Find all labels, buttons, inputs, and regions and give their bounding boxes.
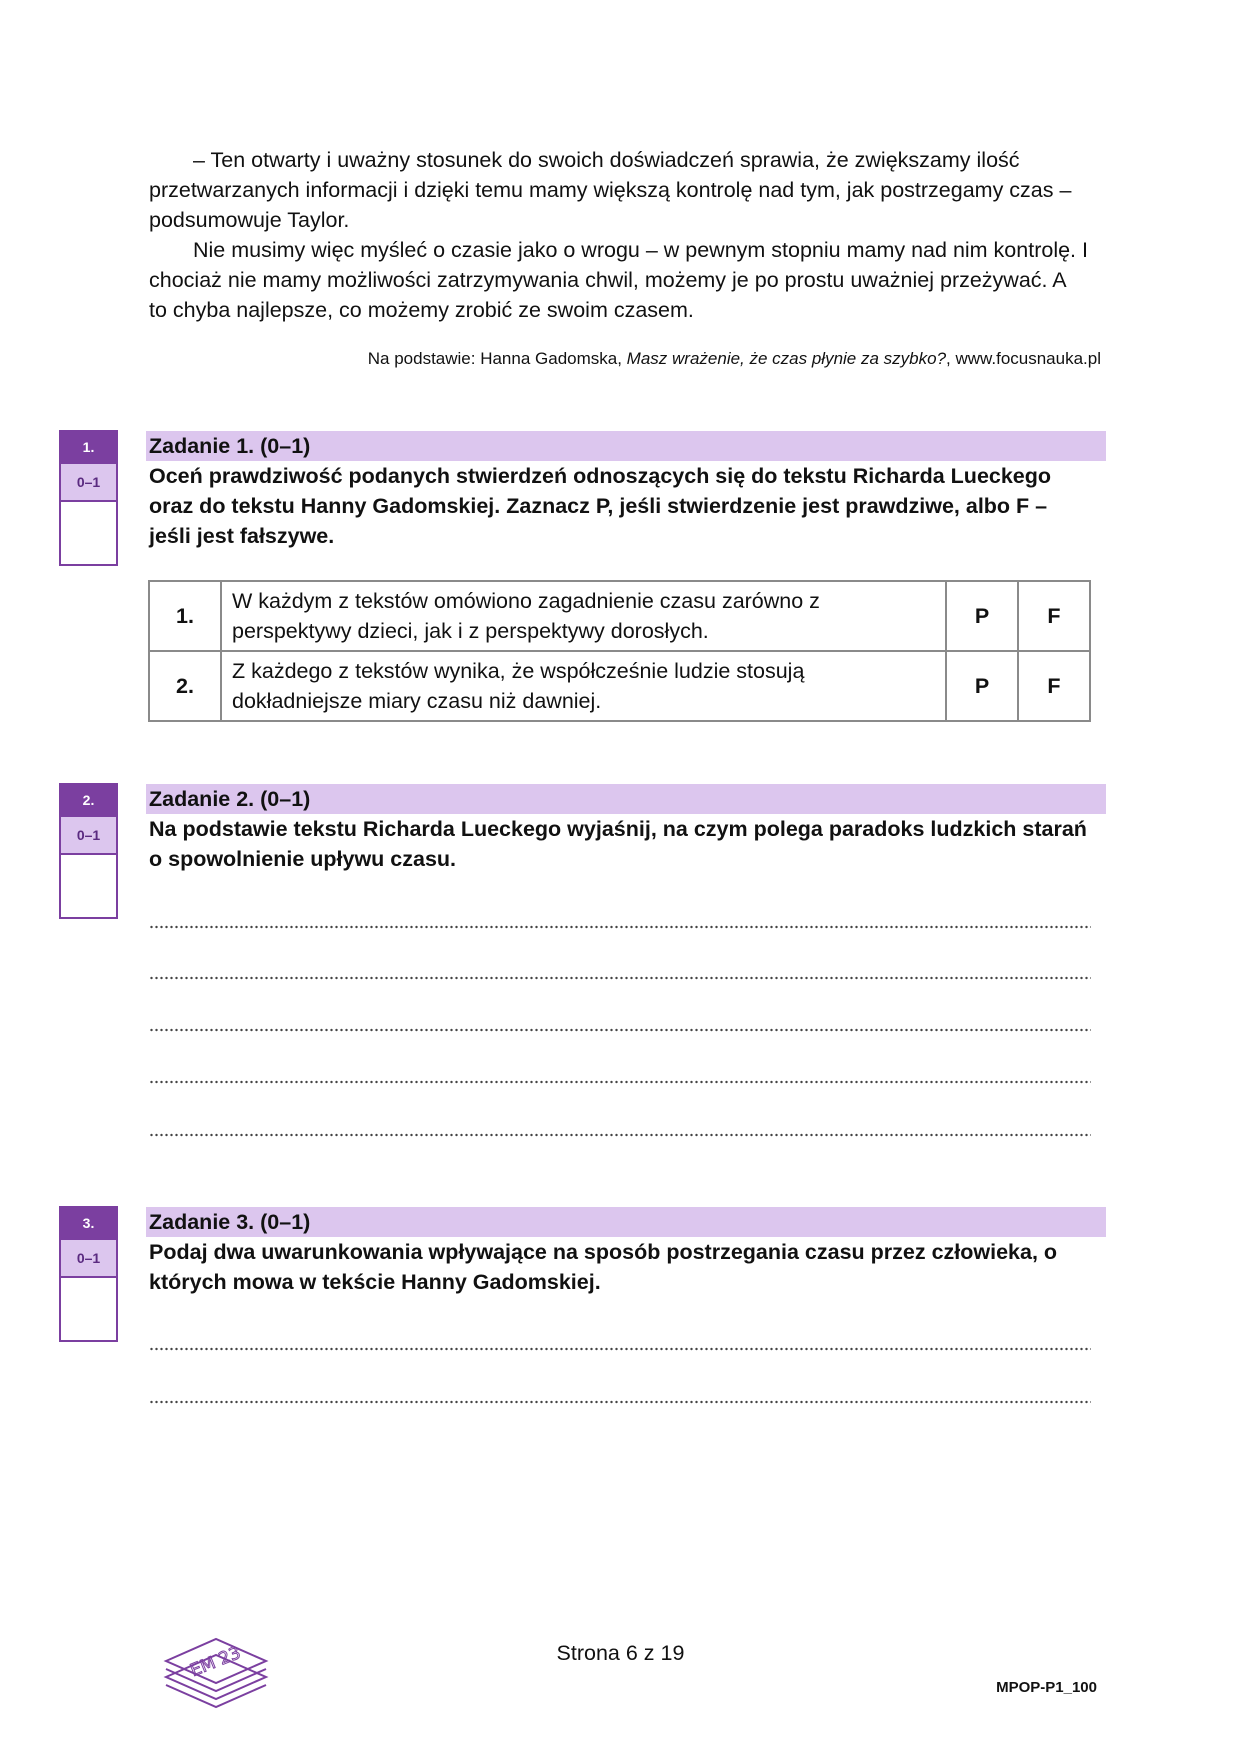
task-3-instruction: Podaj dwa uwarunkowania wpływające na sposób postrzegania czasu przez człowieka, o których mowa w tekście Hanny Gadomskiej. — [149, 1240, 1058, 1294]
exam-code: MPOP-P1_100 — [996, 1679, 1097, 1696]
true-option[interactable]: P — [946, 581, 1018, 651]
svg-text:EM 23: EM 23 — [187, 1642, 244, 1682]
task-2-instruction: Na podstawie tekstu Richarda Lueckego wyjaśnij, na czym polega paradoks ludzkich starań o spowolnienie upływu czasu. — [149, 817, 1087, 871]
score-box-number: 3. — [61, 1208, 116, 1238]
source-citation — [368, 349, 1101, 369]
article-text — [149, 145, 1089, 325]
source-prefix: Na podstawie: Hanna Gadomska, — [367, 349, 627, 368]
score-box-number: 1. — [61, 432, 116, 462]
task-1-header: Zadanie 1. (0–1) — [146, 431, 1106, 461]
answer-line[interactable] — [149, 1347, 1091, 1351]
score-box-blank[interactable] — [61, 1278, 116, 1340]
answer-line[interactable] — [149, 925, 1091, 929]
paragraph-2: Nie musimy więc myśleć o czasie jako o wrogu – w pewnym stopniu mamy nad nim kontrolę. I chociaż nie mamy możliwości zatrzymywania chwil, możemy je po prostu uważniej przeżywać. A to chyba najlepsze, co możemy zrobić ze swoim czasem. — [149, 238, 1088, 322]
score-box-task-3 — [59, 1206, 118, 1342]
task-3-header: Zadanie 3. (0–1) — [146, 1207, 1106, 1237]
answer-line[interactable] — [149, 976, 1091, 980]
false-option[interactable]: F — [1018, 581, 1090, 651]
score-box-number: 2. — [61, 785, 116, 815]
page-number: Strona 6 z 19 — [556, 1641, 685, 1665]
true-option[interactable]: P — [946, 651, 1018, 721]
statement-text: W każdym z tekstów omówiono zagadnienie czasu zarówno z perspektywy dzieci, jak i z perspektywy dorosłych. — [221, 581, 946, 651]
source-suffix: , www.focusnauka.pl — [946, 349, 1101, 368]
answer-line[interactable] — [149, 1400, 1091, 1404]
table-row — [149, 581, 1090, 651]
score-box-blank[interactable] — [61, 502, 116, 564]
score-box-blank[interactable] — [61, 855, 116, 917]
score-box-task-2 — [59, 783, 118, 919]
answer-line[interactable] — [149, 1133, 1091, 1137]
statement-number: 1. — [149, 581, 221, 651]
score-box-points: 0–1 — [61, 462, 116, 502]
answer-line[interactable] — [149, 1080, 1091, 1084]
source-title: Masz wrażenie, że czas płynie za szybko? — [626, 349, 947, 368]
paragraph-1: – Ten otwarty i uważny stosunek do swoich doświadczeń sprawia, że zwiększamy ilość przetwarzanych informacji i dzięki temu mamy większą kontrolę nad tym, jak postrzegamy czas – podsumowuje Taylor. — [149, 148, 1072, 232]
statement-number: 2. — [149, 651, 221, 721]
score-box-points: 0–1 — [61, 815, 116, 855]
task-1-instruction: Oceń prawdziwość podanych stwierdzeń odnoszących się do tekstu Richarda Lueckego oraz do tekstu Hanny Gadomskiej. Zaznacz P, jeśli stwierdzenie jest prawdziwe, albo F – jeśli jest fałszywe. — [149, 464, 1052, 548]
task-2-header: Zadanie 2. (0–1) — [146, 784, 1106, 814]
false-option[interactable]: F — [1018, 651, 1090, 721]
table-row — [149, 651, 1090, 721]
statement-text: Z każdego z tekstów wynika, że współcześnie ludzie stosują dokładniejsze miary czasu niż dawniej. — [221, 651, 946, 721]
true-false-table — [148, 580, 1091, 722]
score-box-task-1 — [59, 430, 118, 566]
answer-line[interactable] — [149, 1028, 1091, 1032]
score-box-points: 0–1 — [61, 1238, 116, 1278]
